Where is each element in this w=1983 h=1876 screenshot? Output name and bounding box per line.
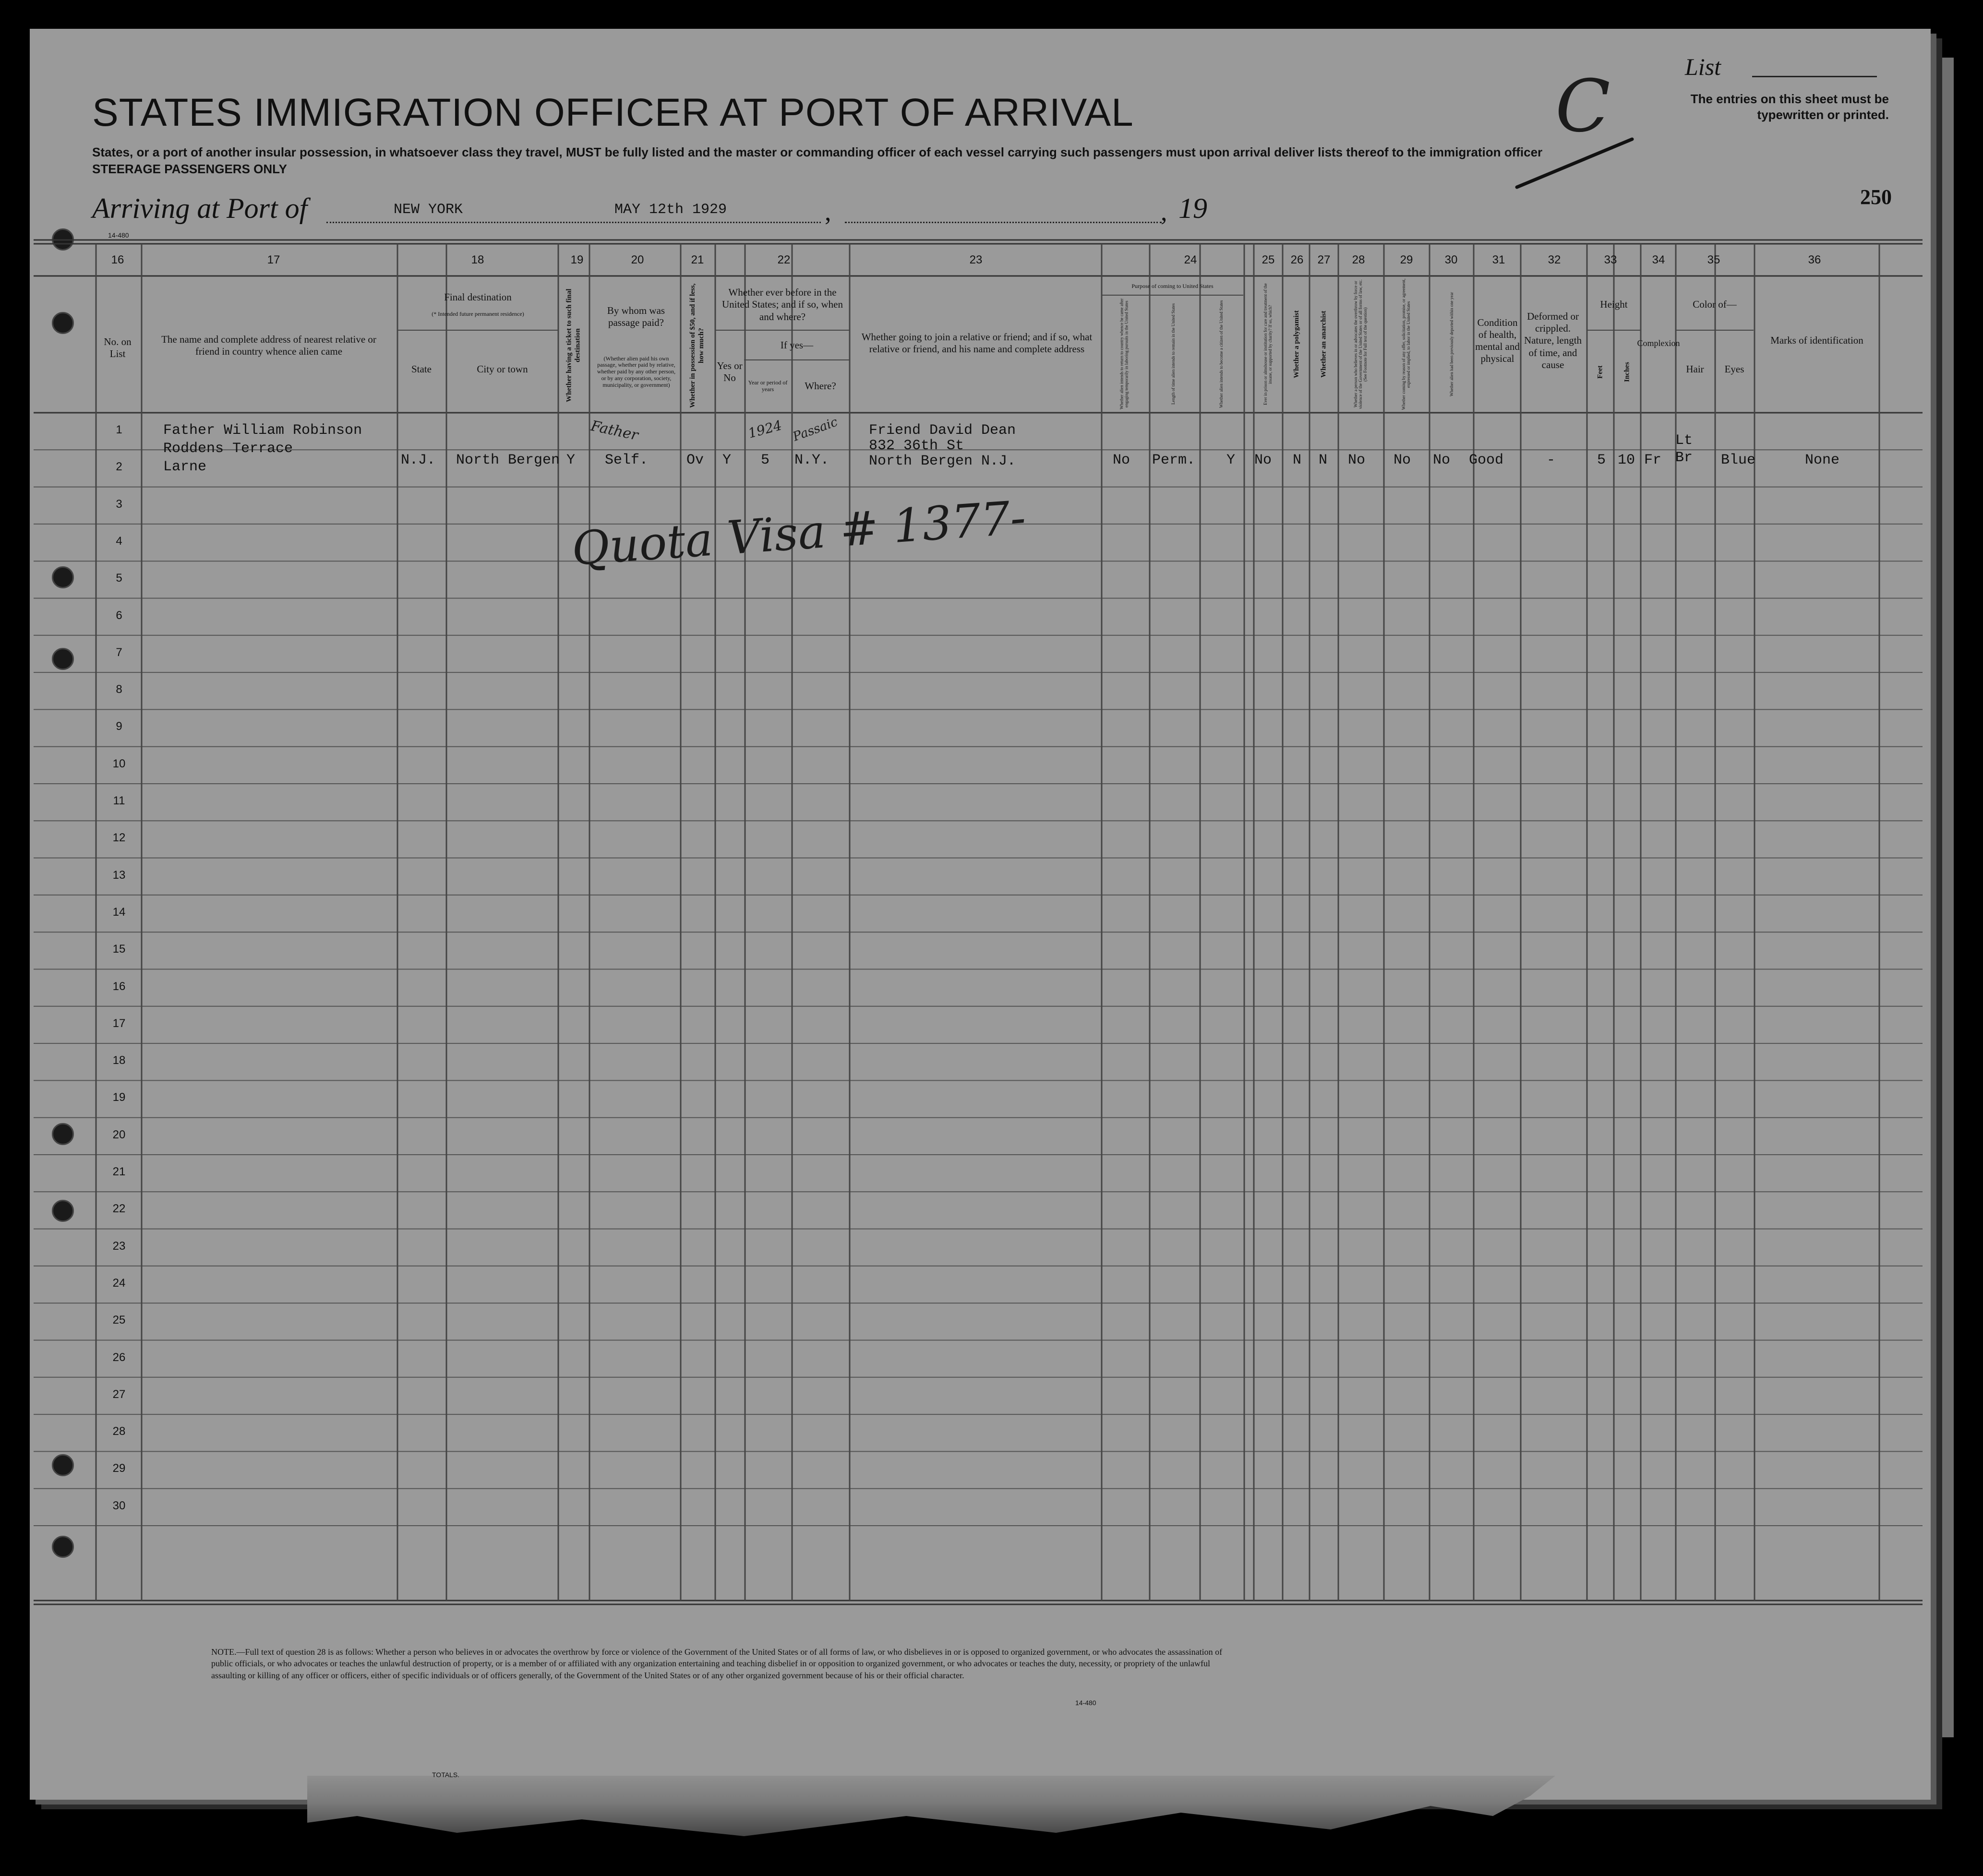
column-number: 32 bbox=[1548, 253, 1561, 266]
relative-line2: Roddens Terrace bbox=[163, 441, 293, 457]
row-number: 30 bbox=[112, 1499, 126, 1512]
handwritten-quota-visa: Quota Visa # 1377- bbox=[570, 490, 1028, 576]
header-no-on-list: No. on List bbox=[104, 335, 132, 359]
row-number: 27 bbox=[112, 1387, 126, 1401]
column-number: 35 bbox=[1707, 253, 1720, 266]
entry-feet: 5 bbox=[1597, 452, 1606, 468]
row-number: 29 bbox=[112, 1462, 126, 1475]
totals-label: TOTALS. bbox=[432, 1771, 460, 1779]
column-number: 23 bbox=[969, 253, 983, 266]
handwritten-year-note: 1924 bbox=[746, 417, 784, 442]
header-feet: Feet bbox=[1596, 365, 1604, 379]
entry-possession: Ov bbox=[686, 452, 704, 468]
entry-purpose-citizen: Y bbox=[1226, 452, 1236, 468]
row-number: 21 bbox=[112, 1165, 126, 1178]
row-number: 20 bbox=[112, 1128, 126, 1141]
entry-deformed: - bbox=[1547, 452, 1556, 468]
entry-eyes: Blue bbox=[1721, 452, 1756, 468]
header-marks: Marks of identification bbox=[1770, 335, 1863, 347]
column-number: 31 bbox=[1492, 253, 1505, 266]
column-number: 18 bbox=[471, 253, 484, 266]
column-number: 36 bbox=[1808, 253, 1821, 266]
row-number: 15 bbox=[112, 943, 126, 956]
list-label: List bbox=[1685, 53, 1721, 80]
row-number: 5 bbox=[116, 572, 122, 585]
header-color-of: Color of— bbox=[1693, 299, 1737, 311]
row-number: 3 bbox=[116, 497, 122, 511]
handwritten-passage-note: Father bbox=[589, 417, 640, 444]
column-number: 34 bbox=[1652, 253, 1665, 266]
row-number: 19 bbox=[112, 1091, 126, 1104]
row-number: 13 bbox=[112, 868, 126, 882]
row-number: 28 bbox=[112, 1425, 126, 1438]
row-number: 24 bbox=[112, 1276, 126, 1290]
row-number: 26 bbox=[112, 1350, 126, 1364]
header-yes-no: Yes or No bbox=[717, 359, 743, 383]
row-number: 23 bbox=[112, 1239, 126, 1253]
column-number: 19 bbox=[570, 253, 584, 266]
row-number: 4 bbox=[116, 534, 122, 548]
header-if-yes: If yes— bbox=[780, 339, 814, 351]
typewritten-instruction: The entries on this sheet must be typewritten or printed. bbox=[1690, 92, 1889, 122]
header-col30: Whether alien had been previously deported within one year bbox=[1449, 292, 1454, 397]
entry-polygamist: N bbox=[1293, 452, 1302, 468]
entry-purpose-return: No bbox=[1113, 452, 1130, 468]
column-number: 30 bbox=[1444, 253, 1458, 266]
header-col28: Whether a person who believes in or advocates the overthrow by force or violence of the Government of the United States or of all forms of law, etc. (See Footnote for Full text of the question) bbox=[1353, 279, 1368, 409]
column-number: 28 bbox=[1352, 253, 1365, 266]
header-deformed: Deformed or crippled. Nature, length of time, and cause bbox=[1524, 311, 1582, 370]
row-number: 10 bbox=[112, 757, 126, 770]
column-number: 16 bbox=[111, 253, 124, 266]
header-comma: , bbox=[1161, 197, 1167, 226]
row-number: 22 bbox=[112, 1202, 126, 1216]
header-complexion: Complexion bbox=[1637, 338, 1680, 348]
header-possession-50: Whether in possession of $50, and if less, how much? bbox=[689, 283, 705, 408]
footnote-question-28: NOTE.—Full text of question 28 is as follows: Whether a person who believes in or advocates the overthrow by force or violence of the Government of the United States or of all forms of law, or who disbelieves in or is opposed to organized government, or who advocates the assassination of public officials, or who advocates or teaches the unlawful destruction of property, or is a member of or affiliated with any organization entertaining and teaching disbelief in or opposition to organized government, or who advocates or teaches the duty, necessity, or propriety of the unlawful assaulting or killing of any officer or officers, either of specific individuals or of officers generally, of the Government of the United States or of any other organized government because of his or their official character. bbox=[211, 1647, 1223, 1680]
header-col29: Whether coming by reason of any offer, solicitation, promise, or agreement, expressed or implied, to labor in the United States bbox=[1401, 278, 1411, 410]
entry-health: Good bbox=[1469, 452, 1504, 468]
row-number: 17 bbox=[112, 1016, 126, 1030]
header-col25-prison: Ever in prison or almshouse or institution for care and treatment of the insane, or supported by charity? If so, which? bbox=[1263, 283, 1273, 406]
header-polygamist: Whether a polygamist bbox=[1293, 310, 1300, 379]
header-eyes: Eyes bbox=[1724, 363, 1744, 375]
column-number: 17 bbox=[267, 253, 280, 266]
header-passage-paid: By whom was passage paid? bbox=[607, 304, 665, 328]
row-number: 7 bbox=[116, 645, 122, 659]
row-number: 18 bbox=[112, 1054, 126, 1067]
header-anarchist: Whether an anarchist bbox=[1320, 311, 1328, 378]
page-title: STATES IMMIGRATION OFFICER AT PORT OF ARRIVAL bbox=[92, 91, 1134, 134]
relative-line1: Father William Robinson bbox=[163, 422, 362, 439]
entry-purpose-length: Perm. bbox=[1152, 452, 1196, 468]
handwritten-c-mark: C bbox=[1555, 65, 1610, 148]
entry-hair: Lt Br bbox=[1675, 432, 1693, 466]
header-purpose-length: Length of time alien intends to remain in the United States bbox=[1171, 303, 1176, 405]
page-number: 250 bbox=[1860, 185, 1892, 209]
column-number: 33 bbox=[1604, 253, 1617, 266]
header-where: Where? bbox=[805, 380, 836, 392]
row-number: 6 bbox=[116, 609, 122, 622]
column-number: 20 bbox=[631, 253, 644, 266]
entry-complexion: Fr bbox=[1644, 452, 1662, 468]
footnote-form-code: 14-480 bbox=[1075, 1699, 1096, 1707]
header-inches: Inches bbox=[1623, 362, 1631, 382]
header-purpose-citizen: Whether alien intends to become a citizen of the United States bbox=[1219, 300, 1224, 408]
header-final-destination: Final destination bbox=[444, 291, 512, 303]
entry-period: 5 bbox=[761, 452, 770, 468]
entry-col28: No bbox=[1348, 452, 1366, 468]
entry-col30: No bbox=[1433, 452, 1451, 468]
port-value: NEW YORK bbox=[394, 202, 463, 218]
header-final-destination-note: (* Intended future permanent residence) bbox=[432, 311, 524, 318]
column-number: 22 bbox=[777, 253, 791, 266]
entry-where: N.Y. bbox=[794, 452, 829, 468]
joining-line3: North Bergen N.J. bbox=[869, 453, 1016, 469]
column-number: 25 bbox=[1262, 253, 1275, 266]
handwritten-where-note: Passaic bbox=[791, 415, 840, 444]
header-purpose-return: Whether alien intends to return to country whence he came after engaging temporarily in laboring pursuits in the United States bbox=[1119, 298, 1129, 410]
header-ticket: Whether having a ticket to such final destination bbox=[565, 288, 582, 403]
row-number: 25 bbox=[112, 1314, 126, 1327]
date-value: MAY 12th 1929 bbox=[614, 202, 727, 218]
column-number: 24 bbox=[1184, 253, 1197, 266]
entry-col25: No bbox=[1254, 452, 1272, 468]
header-city-or-town: City or town bbox=[477, 363, 528, 375]
entry-passage: Self. bbox=[605, 452, 649, 468]
column-number: 21 bbox=[691, 253, 704, 266]
header-ever-before: Whether ever before in the United States; and if so, when and where? bbox=[722, 287, 843, 323]
header-comma: , bbox=[825, 197, 831, 226]
header-health: Condition of health, mental and physical bbox=[1475, 316, 1520, 365]
entry-state: N.J. bbox=[401, 452, 436, 468]
header-purpose: Purpose of coming to United States bbox=[1131, 283, 1214, 290]
header-year-or-period: Year or period of years bbox=[748, 379, 788, 393]
column-number: 26 bbox=[1290, 253, 1304, 266]
column-number: 27 bbox=[1317, 253, 1331, 266]
column-number: 29 bbox=[1400, 253, 1413, 266]
header-joining-relative: Whether going to join a relative or friend; and if so, what relative or friend, and his name and complete address bbox=[861, 331, 1093, 355]
header-nearest-relative: The name and complete address of nearest relative or friend in country whence alien came bbox=[161, 333, 376, 357]
relative-line3: Larne bbox=[163, 459, 207, 475]
row-number: 1 bbox=[116, 423, 122, 436]
row-number: 14 bbox=[112, 905, 126, 919]
entry-col29: No bbox=[1394, 452, 1411, 468]
row-number: 9 bbox=[116, 720, 122, 733]
header-hair: Hair bbox=[1686, 363, 1704, 375]
joining-line1: Friend David Dean bbox=[869, 422, 1016, 439]
joining-line2: 832 36th St bbox=[869, 438, 964, 454]
year-label: 19 bbox=[1178, 192, 1207, 224]
row-number: 12 bbox=[112, 831, 126, 845]
row-number: 16 bbox=[112, 980, 126, 993]
row-number: 11 bbox=[113, 794, 125, 807]
arriving-label: Arriving at Port of bbox=[92, 192, 308, 224]
entry-marks: None bbox=[1805, 452, 1840, 468]
class-line: STEERAGE PASSENGERS ONLY bbox=[92, 162, 287, 176]
entry-ticket: Y bbox=[566, 452, 576, 468]
form-code: 14-480 bbox=[108, 231, 129, 239]
entry-ever-before: Y bbox=[722, 452, 732, 468]
header-passage-paid-note: (Whether alien paid his own passage, whether paid by relative, whether paid by any other person, or by any corporation, society, municipality, or government) bbox=[597, 355, 676, 388]
row-number: 8 bbox=[116, 683, 122, 696]
row-number: 2 bbox=[116, 460, 122, 474]
page-subtitle: States, or a port of another insular possession, in whatsoever class they travel, MUST be fully listed and the master or commanding officer of each vessel carrying such passengers must upon arrival deliver lists thereof to the immigration officer bbox=[92, 145, 1543, 159]
entry-city: North Bergen bbox=[456, 452, 560, 468]
entry-anarchist: N bbox=[1319, 452, 1328, 468]
header-state: State bbox=[411, 363, 432, 375]
entry-inches: 10 bbox=[1618, 452, 1635, 468]
header-height: Height bbox=[1600, 299, 1628, 311]
